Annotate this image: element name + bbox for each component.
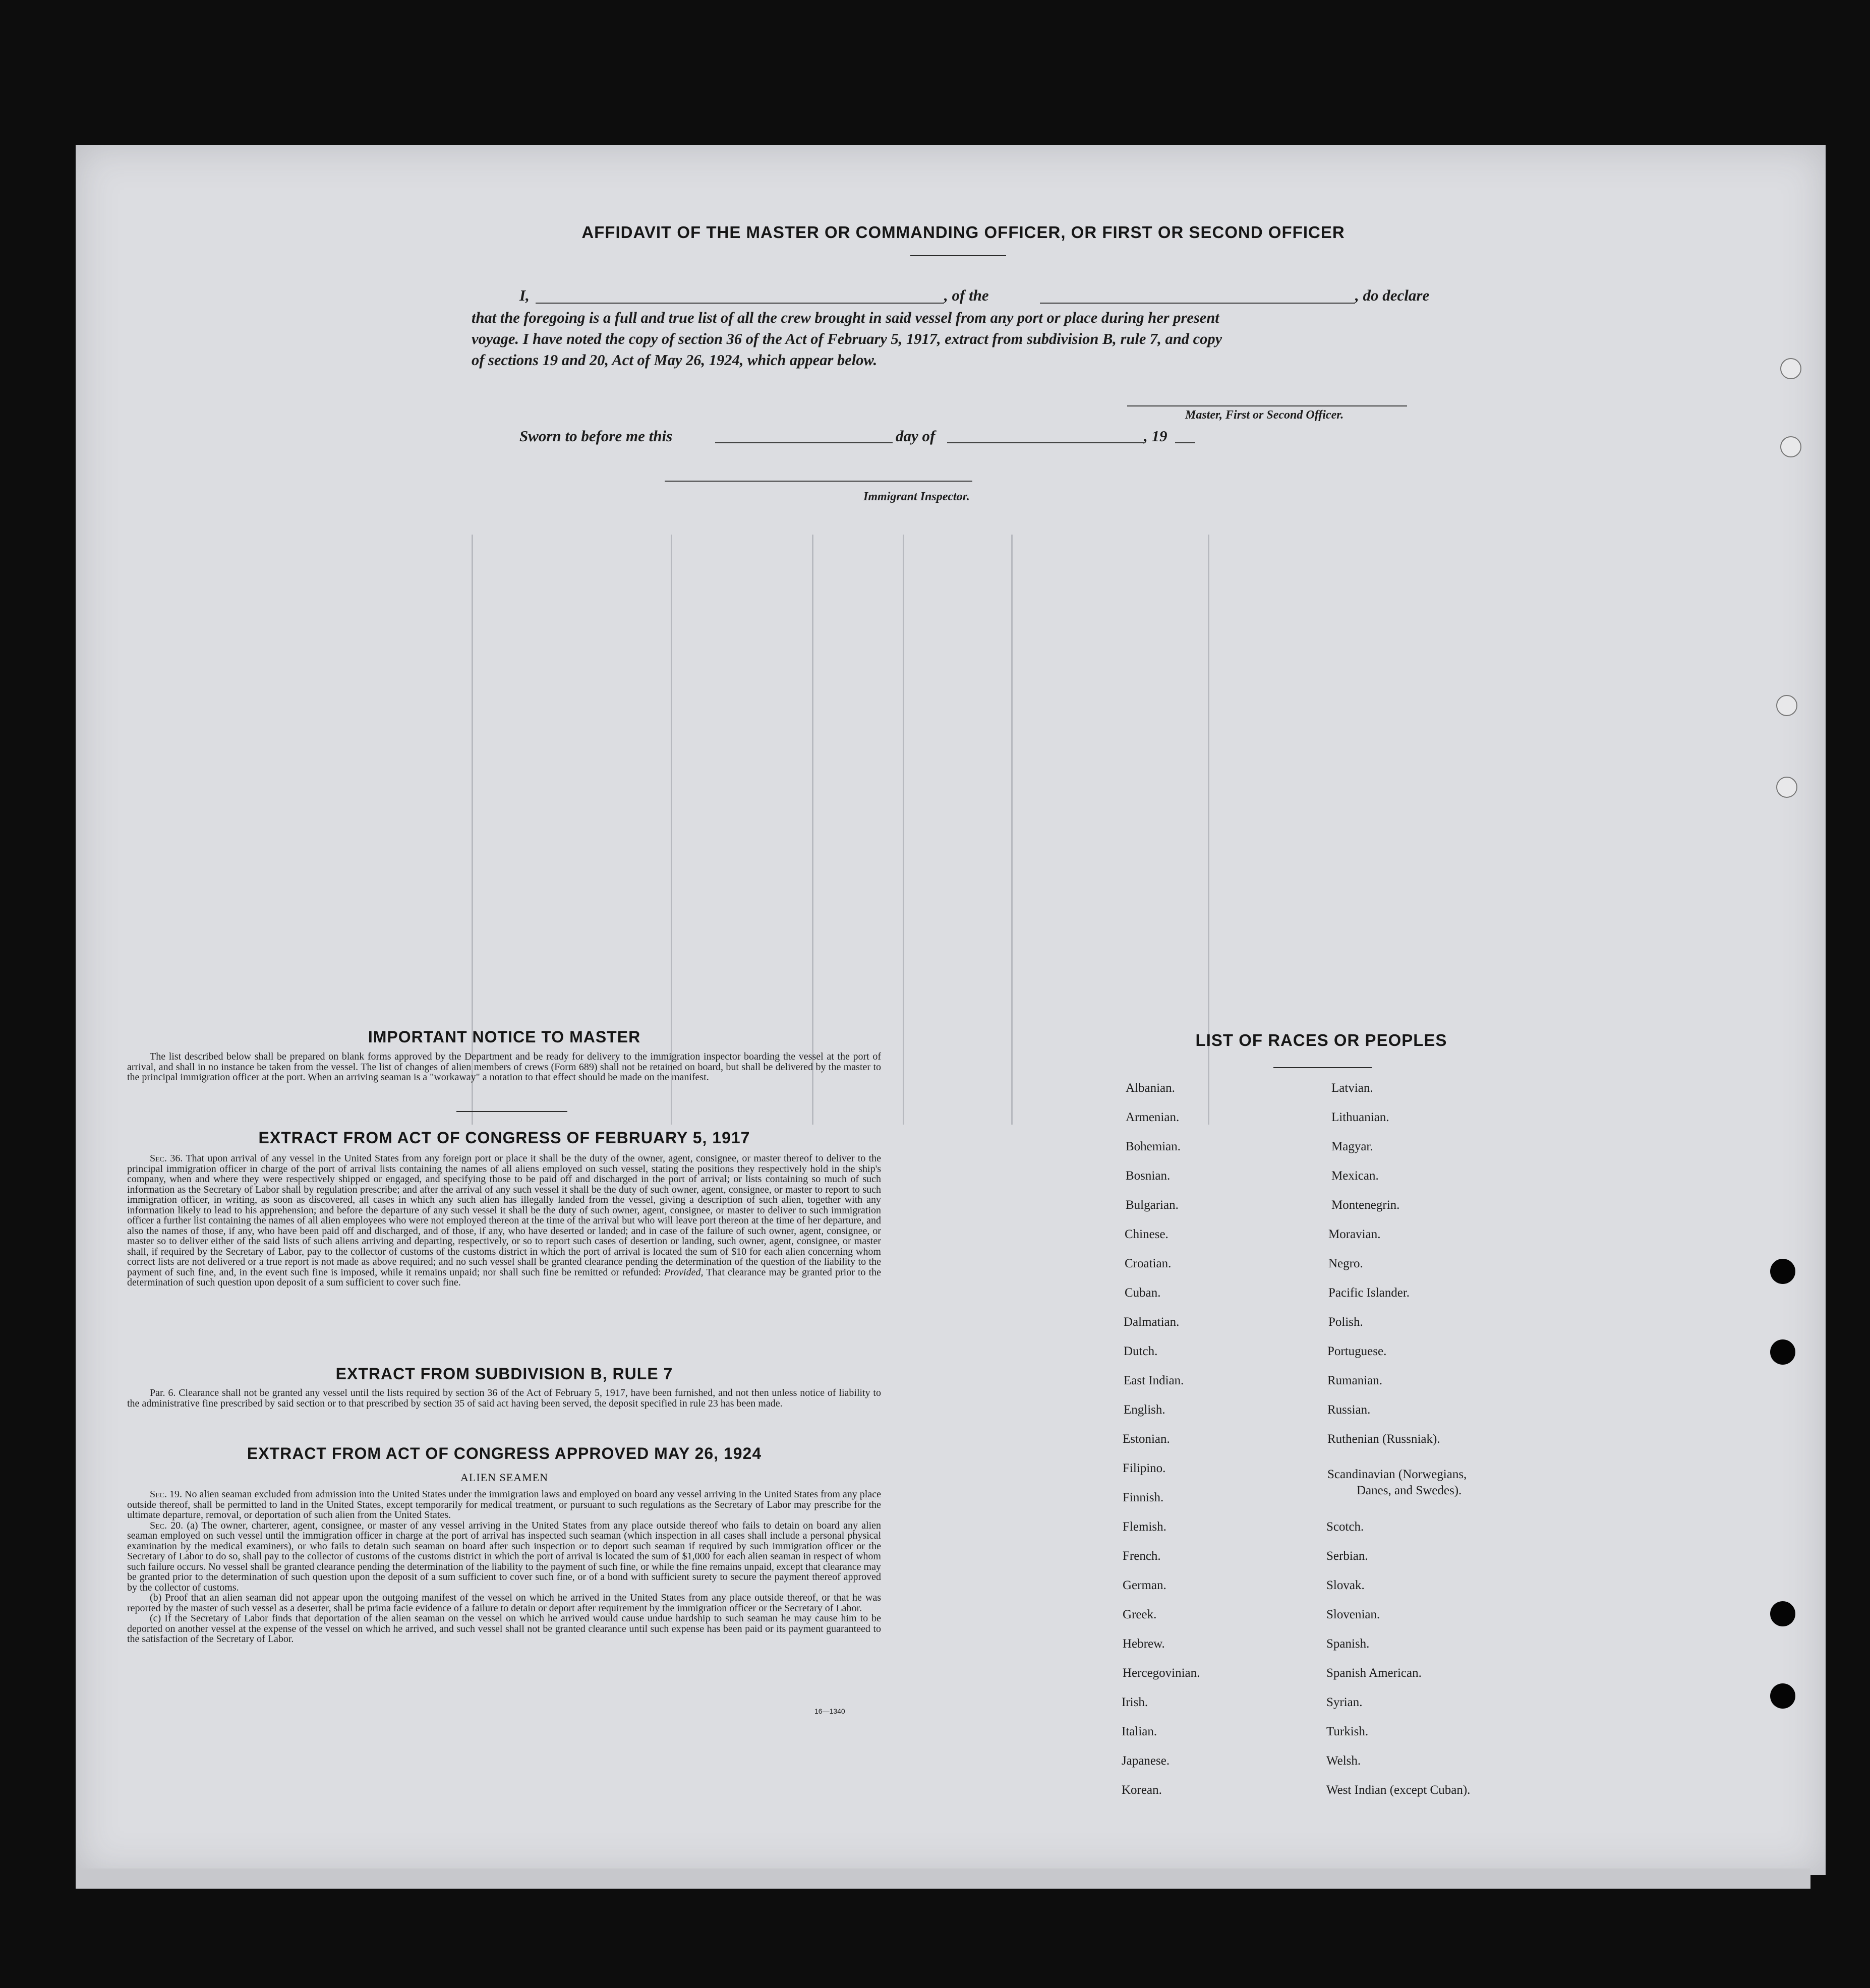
affidavit-of-the: , of the [944,286,989,304]
race-right-item: Montenegrin. [1331,1198,1400,1212]
race-right-item: Negro. [1328,1257,1363,1270]
sec-36-label: Sec. 36. [150,1153,183,1164]
sworn-year-blank[interactable] [1175,442,1195,443]
race-right-item: Spanish. [1326,1637,1370,1651]
races-divider [1273,1067,1372,1068]
race-right-item: Slovenian. [1326,1608,1380,1621]
bleed-rule [1011,535,1013,1125]
race-right-item: Moravian. [1328,1227,1381,1241]
punch-hole [1780,436,1801,457]
race-right-item: Latvian. [1331,1081,1373,1095]
bleed-rule [903,535,904,1125]
race-left-item: Flemish. [1123,1520,1166,1534]
race-right-item: Danes, and Swedes). [1357,1484,1462,1497]
sec-20-c: (c) If the Secretary of Labor finds that deportation of the alien seaman on the vessel on which he arrived would cause undue hardship to such seaman he may cause him to be deported on another vessel at the expense of the vessel on which he arrived, and such vessel shall not be granted clearance until such expense has been paid or its payment guaranteed to the satisfaction of the Secretary of Labor. [127,1613,881,1645]
race-left-item: Bulgarian. [1126,1198,1179,1212]
race-right-item: West Indian (except Cuban). [1326,1783,1471,1797]
punch-hole [1776,777,1797,798]
inspector-signature-line[interactable] [665,481,972,482]
extract-1917-title: EXTRACT FROM ACT OF CONGRESS OF FEBRUARY 5, 1917 [258,1129,750,1147]
race-left-item: Finnish. [1123,1491,1164,1504]
race-left-item: Bosnian. [1126,1169,1171,1183]
affidavit-title: AFFIDAVIT OF THE MASTER OR COMMANDING OFFICER, OR FIRST OR SECOND OFFICER [581,223,1345,242]
race-left-item: Italian. [1122,1725,1157,1738]
race-left-item: East Indian. [1124,1374,1184,1387]
title-underline [910,255,1006,256]
race-left-item: Dutch. [1124,1344,1158,1358]
punch-hole [1770,1339,1795,1365]
race-left-item: Dalmatian. [1124,1315,1180,1329]
race-right-item: Russian. [1327,1403,1371,1417]
race-right-item: Mexican. [1331,1169,1379,1183]
notice-title: IMPORTANT NOTICE TO MASTER [368,1028,641,1046]
race-right-item: Pacific Islander. [1328,1286,1410,1300]
race-left-item: French. [1123,1549,1161,1563]
race-left-item: Hercegovinian. [1123,1666,1200,1680]
race-left-item: Korean. [1122,1783,1162,1797]
race-right-item: Scotch. [1326,1520,1364,1534]
race-left-item: Filipino. [1123,1461,1166,1475]
race-left-item: Cuban. [1125,1286,1161,1300]
race-right-item: Magyar. [1331,1140,1373,1153]
race-right-item: Serbian. [1326,1549,1368,1563]
day-of-text: day of [896,427,936,445]
race-left-item: German. [1123,1578,1166,1592]
punch-hole [1770,1601,1795,1626]
sec-19-body: No alien seaman excluded from admission into the United States under the immigration laws and employed on board any vessel arriving in the United States from any place outside thereof, shall be permitted to land in the United States, except temporarily for medical treatment, or pursuant to such regulations as the Secretary of Labor may prescribe for the ultimate departure, removal, or deportation of such alien from the United States. [127,1489,881,1521]
master-signature-line[interactable] [1127,405,1407,406]
race-left-item: Japanese. [1122,1754,1170,1768]
alien-seamen-subtitle: ALIEN SEAMEN [460,1471,548,1484]
race-right-item: Scandinavian (Norwegians, [1327,1468,1467,1481]
vessel-blank[interactable] [1040,303,1355,304]
sworn-day-blank[interactable] [715,442,893,443]
affidavit-line-4: of sections 19 and 20, Act of May 26, 1924, which appear below. [472,352,878,369]
race-left-item: Greek. [1123,1608,1157,1621]
race-left-item: Bohemian. [1126,1140,1181,1153]
affidavit-i: I, [519,286,530,304]
extract-1924-title: EXTRACT FROM ACT OF CONGRESS APPROVED MAY 26, 1924 [247,1444,762,1463]
notice-paragraph: The list described below shall be prepared on blank forms approved by the Department and be ready for delivery to the immigration inspector boarding the vessel at the port of arrival, and shall in no instance be taken from the vessel. The list of changes of alien members of crews (Form 689) shall not be retained on board, but shall be delivered by the master to the principal immigration officer at the port. When an arriving seaman is a "workaway" a notation to that effect should be made on the manifest. [127,1051,881,1083]
notice-text [127,1051,881,1083]
affidavit-declare: , do declare [1355,286,1430,304]
race-left-item: Chinese. [1125,1227,1168,1241]
race-left-item: Croatian. [1125,1257,1172,1270]
race-right-item: Polish. [1328,1315,1363,1329]
punch-hole [1780,358,1801,379]
race-left-item: English. [1124,1403,1165,1417]
underlying-page-edge [76,1868,1810,1889]
form-number: 16—1340 [814,1707,845,1715]
race-right-item: Ruthenian (Russniak). [1327,1432,1440,1446]
race-right-item: Lithuanian. [1331,1110,1389,1124]
race-left-item: Albanian. [1126,1081,1175,1095]
extract-1924-text [127,1489,881,1645]
punch-hole [1770,1683,1795,1709]
sec-19-label: Sec. 19. [150,1489,183,1500]
race-right-item: Spanish American. [1326,1666,1422,1680]
sec-36-body: That upon arrival of any vessel in the United States from any foreign port or place it shall be the duty of the owner, agent, consignee, or master thereof to deliver to the principal immigration officer in charge of the port of arrival lists containing the names of all aliens employed on such vessel, stating the positions they respectively hold in the ship's company, when and where they were respectively shipped or engaged, and specifying those to be paid off and discharged in the port of arrival; or lists containing so much of such information as the Secretary of Labor shall by regulation prescribe; and after the arrival of any such vessel it shall be the duty of such owner, agent, consignee, or master to report to such immigration officer, in writing, as soon as discovered, all cases in which any such alien has illegally landed from the vessel, giving a description of such alien, together with any information likely to lead to his apprehension; and before the departure of any such vessel it shall be the duty of such owner, agent, consignee, or master to deliver to such immigration officer a further list containing the names of all alien employees who were not employed thereon at the time of the arrival but who will leave port thereon at the time of her departure, and also the names of those, if any, who have been paid off and discharged, and of those, if any, who have deserted or landed; and in case of the failure of such owner, agent, consignee, or master so to deliver either of the said lists of such aliens arriving and departing, respectively, or so to report such cases of desertion or landing, such owner, agent, consignee, or master shall, if required by the Secretary of Labor, pay to the collector of customs of the customs district in which the port of arrival is located the sum of $10 for each alien concerning whom correct lists are not delivered or a true report is not made as above required; and no such vessel shall be granted clearance pending the determination of the question of the liability to the payment of such fine, and, in the event such fine is imposed, while it remains unpaid; nor shall such fine be remitted or refunded: [127,1153,882,1278]
year-text: , 19 [1144,427,1167,445]
sec-20-b: (b) Proof that an alien seaman did not appear upon the outgoing manifest of the vessel on which he arrived in the United States from any place outside thereof, or that he was reported by the master of such vessel as a deserter, shall be prima facie evidence of a failure to detain or deport after requirement by the immigration officer or the Secretary of Labor. [127,1592,881,1614]
race-right-item: Rumanian. [1327,1374,1383,1387]
races-title: LIST OF RACES OR PEOPLES [1195,1031,1447,1049]
provided-word: Provided, [664,1266,704,1278]
notice-divider [456,1111,567,1112]
race-right-item: Portuguese. [1327,1344,1387,1358]
affidavit-line-3: voyage. I have noted the copy of section 36 of the Act of February 5, 1917, extract from subdivision B, rule 7, and copy [472,330,1222,347]
race-left-item: Hebrew. [1123,1637,1165,1651]
race-right-item: Syrian. [1326,1695,1363,1709]
extract-1917-text [127,1153,881,1288]
race-right-item: Welsh. [1326,1754,1361,1768]
master-caption: Master, First or Second Officer. [1185,408,1344,422]
sworn-text: Sworn to before me this [519,427,673,445]
race-right-item: Turkish. [1326,1725,1369,1738]
rule-7-text [127,1388,881,1409]
race-left-item: Estonian. [1123,1432,1170,1446]
punch-hole [1776,695,1797,716]
sec-36-end: That clearance may be granted prior to the determination of such question upon deposit of a sum sufficient to cover such fine. [127,1266,882,1288]
race-left-item: Armenian. [1126,1110,1180,1124]
name-blank[interactable] [536,303,944,304]
rule-7-paragraph: Par. 6. Clearance shall not be granted any vessel until the lists required by section 36 of the Act of February 5, 1917, have been furnished, and not then unless notice of liability to the administrative fine prescribed by said section or to that prescribed by section 35 of said act having been served, the deposit specified in rule 23 has been made. [127,1387,881,1409]
sec-20-label: Sec. 20. [150,1519,184,1531]
sec-20-a: (a) The owner, charterer, agent, consignee, or master of any vessel arriving in the United States from any place outside thereof who fails to detain on board any alien seaman employed on such vessel until the immigration officer in charge at the port of arrival has inspected such seaman (which inspection in all cases shall include a personal physical examination by the medical examiners), or who fails to detain such seaman on board after such inspection or to deport such seaman if required by such immigration officer or the Secretary of Labor to do so, shall pay to the collector of customs of the customs district in which the port of arrival is located the sum of $1,000 for each alien seaman in respect of whom such failure occurs. No vessel shall be granted clearance pending the determination of the liability to the payment of such fine, or while the fine remains unpaid, except that clearance may be granted prior to the determination of such question upon the deposit of a sum sufficient to cover such fine, or of a bond with sufficient surety to secure the payment thereof approved by the collector of customs. [127,1519,881,1593]
punch-hole [1770,1259,1795,1284]
inspector-caption: Immigrant Inspector. [863,490,970,503]
sworn-month-blank[interactable] [947,442,1144,443]
race-left-item: Irish. [1122,1695,1148,1709]
affidavit-line-2: that the foregoing is a full and true list of all the crew brought in said vessel from any port or place during her present [472,309,1219,326]
race-right-item: Slovak. [1326,1578,1365,1592]
rule-7-title: EXTRACT FROM SUBDIVISION B, RULE 7 [335,1365,673,1383]
